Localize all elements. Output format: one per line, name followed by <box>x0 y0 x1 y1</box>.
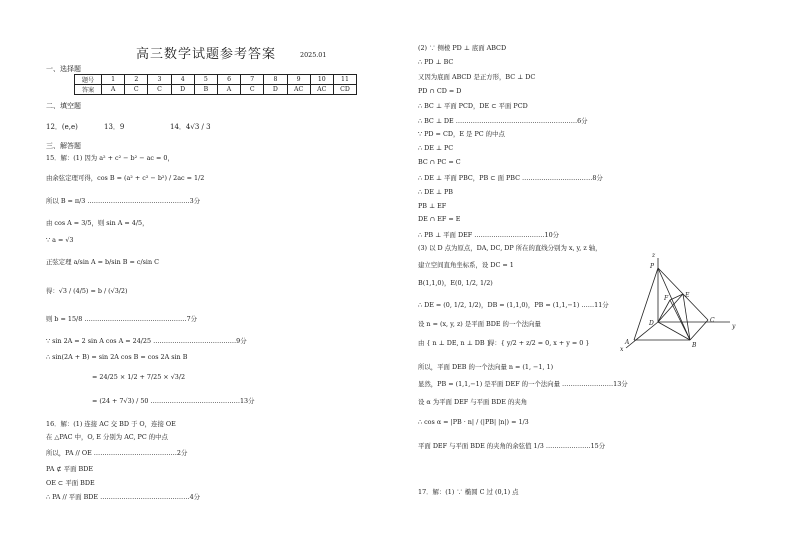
solution-line: 正弦定理 a/sin A = b/sin B = c/sin C <box>46 258 159 266</box>
answer-table <box>74 74 357 95</box>
table-cell: 5 <box>194 75 217 85</box>
table-cell: C <box>148 85 171 95</box>
solution-line: PB ⊥ EF <box>418 202 447 210</box>
section-solution-heading: 三、解答题 <box>46 142 81 150</box>
edge-pa <box>634 268 658 340</box>
solution-line: ∴ PB ⊥ 平面 DEF ……………………………10分 <box>418 231 560 239</box>
solution-line: 由余弦定理可得，cos B = (a² + c² − b²) / 2ac = 1/2 <box>46 174 205 182</box>
solution-line: 15．解：(1) 因为 a² + c² − b² − ac = 0， <box>46 154 174 162</box>
table-cell: 1 <box>102 75 125 85</box>
table-cell: 10 <box>310 75 333 85</box>
solution-line: 设 n = (x, y, z) 是平面 BDE 的一个法向量 <box>418 320 541 328</box>
table-cell: D <box>171 85 194 95</box>
solution-line: OE ⊂ 平面 BDE <box>46 479 95 487</box>
solution-line: ∴ BC ⊥ DE …………………………………………………6分 <box>418 117 588 125</box>
solution-line: (3) 以 D 点为原点，DA, DC, DP 所在的直线分别为 x, y, z 轴， <box>418 244 602 252</box>
table-cell: 7 <box>241 75 264 85</box>
solution-line: 得：{ y/2 + z/2 = 0, x + y = 0 } <box>488 339 590 347</box>
solution-line: PA ⊄ 平面 BDE <box>46 465 94 473</box>
solution-line: PD ∩ CD = D <box>418 87 462 95</box>
solution-line: 所以 B = π/3 …………………………………………3分 <box>46 197 201 205</box>
table-row-question-numbers <box>75 75 357 85</box>
exam-date: 2025.01 <box>300 51 327 59</box>
solution-line: ∵ sin 2A = 2 sin A cos A = 24/25 …………………………………9分 <box>46 337 247 345</box>
solution-line: 所以，PA // OE …………………………………2分 <box>46 449 188 457</box>
solution-line: ∴ sin(2A + B) = sin 2A cos B = cos 2A sin B <box>46 353 188 361</box>
solution-line: ∴ DE ⊥ PC <box>418 144 454 152</box>
table-cell: 8 <box>264 75 287 85</box>
table-cell: 9 <box>287 75 310 85</box>
edge-bc <box>690 320 708 340</box>
solution-line: 显然，PB = (1,1,−1) 是平面 DEF 的一个法向量 ……………………13分 <box>418 380 628 388</box>
solution-line: ∴ BC ⊥ 平面 PCD，DE ⊂ 平面 PCD <box>418 102 528 110</box>
table-cell: AC <box>310 85 333 95</box>
table-cell: A <box>102 85 125 95</box>
solution-line: ∵ PD = CD，E 是 PC 的中点 <box>418 130 505 138</box>
solution-line: 由 { n ⊥ DE, n ⊥ DB } <box>418 339 491 347</box>
solution-line: (2) ∵ 侧棱 PD ⊥ 底面 ABCD <box>418 44 507 52</box>
solution-line: 16．解：(1) 连接 AC 交 BD 于 O，连接 OE <box>46 420 176 428</box>
solution-line: 在 △PAC 中，O, E 分别为 AC, PC 的中点 <box>46 433 168 441</box>
fill-answer-13: 13．9 <box>104 123 125 131</box>
label-e: E <box>685 292 690 299</box>
solution-line: 得：√3 / (4/5) = b / (√3/2) <box>46 287 128 295</box>
label-d: D <box>649 320 654 327</box>
solution-line: ∴ PA // 平面 BDE ……………………………………4分 <box>46 493 201 501</box>
solution-line: 建立空间直角坐标系，设 DC = 1 <box>418 261 514 269</box>
solution-line: = 24/25 × 1/2 + 7/25 × √3/2 <box>92 373 186 381</box>
solution-line: 17．解：(1) ∵ 椭圆 C 过 (0,1) 点 <box>418 488 519 496</box>
solution-line: 平面 DEF 与平面 BDE 的夹角的余弦值 1/3 …………………15分 <box>418 442 606 450</box>
label-y: y <box>732 323 736 330</box>
solution-line: ∴ DE ⊥ 平面 PBC，PB ⊂ 面 PBC ……………………………8分 <box>418 174 603 182</box>
table-row-label: 题号 <box>75 75 102 85</box>
solution-line: BC ∩ PC = C <box>418 158 461 166</box>
segment-fe <box>670 294 683 300</box>
table-row-answers <box>75 85 357 95</box>
label-a: A <box>625 339 630 346</box>
solution-line: 又因为底面 ABCD 是正方形，BC ⊥ DC <box>418 73 536 81</box>
solution-line: B(1,1,0)，E(0, 1/2, 1/2) <box>418 279 493 287</box>
label-c: C <box>710 317 715 324</box>
solution-line: ∴ DE ⊥ PB <box>418 188 453 196</box>
table-cell: 11 <box>333 75 356 85</box>
solution-line: ∴ DE = (0, 1/2, 1/2)，DB = (1,1,0)，PB = (1,1,−1) ……11分 <box>418 301 609 309</box>
page-title: 高三数学试题参考答案 <box>136 47 277 62</box>
solution-line: 由 cos A = 3/5，则 sin A = 4/5， <box>46 219 149 227</box>
fill-answer-12: 12．(e,e) <box>46 123 78 131</box>
solution-line: ∴ PD ⊥ BC <box>418 58 454 66</box>
table-cell: B <box>194 85 217 95</box>
label-p: P <box>650 263 655 270</box>
label-x: x <box>620 346 624 352</box>
section-choice-heading: 一、选择题 <box>46 65 81 73</box>
table-cell: 3 <box>148 75 171 85</box>
table-cell: 6 <box>217 75 240 85</box>
section-fill-heading: 二、填空题 <box>46 102 81 110</box>
solution-line: ∵ a = √3 <box>46 236 74 244</box>
table-cell: 2 <box>125 75 148 85</box>
pyramid-figure <box>612 248 742 352</box>
table-cell: C <box>125 85 148 95</box>
table-row-label: 答案 <box>75 85 102 95</box>
solution-line: 设 α 为平面 DEF 与平面 BDE 的夹角 <box>418 398 528 406</box>
fill-answer-14: 14．4√3 / 3 <box>170 123 211 131</box>
label-b: B <box>692 342 697 349</box>
solution-line: 所以，平面 DEB 的一个法向量 n = (1, −1, 1) <box>418 363 554 371</box>
label-f: F <box>664 295 669 302</box>
table-cell: A <box>217 85 240 95</box>
solution-line: = (24 + 7√3) / 50 ……………………………………13分 <box>92 397 255 405</box>
table-cell: AC <box>287 85 310 95</box>
solution-line: 则 b = 15/8 …………………………………………7分 <box>46 315 198 323</box>
table-cell: 4 <box>171 75 194 85</box>
table-cell: CD <box>333 85 356 95</box>
table-cell: D <box>264 85 287 95</box>
solution-line: ∴ cos α = |PB · n| / (|PB| |n|) = 1/3 <box>418 418 529 426</box>
solution-line: DE ∩ EF = E <box>418 215 461 223</box>
label-z: z <box>652 252 656 259</box>
table-cell: C <box>241 85 264 95</box>
